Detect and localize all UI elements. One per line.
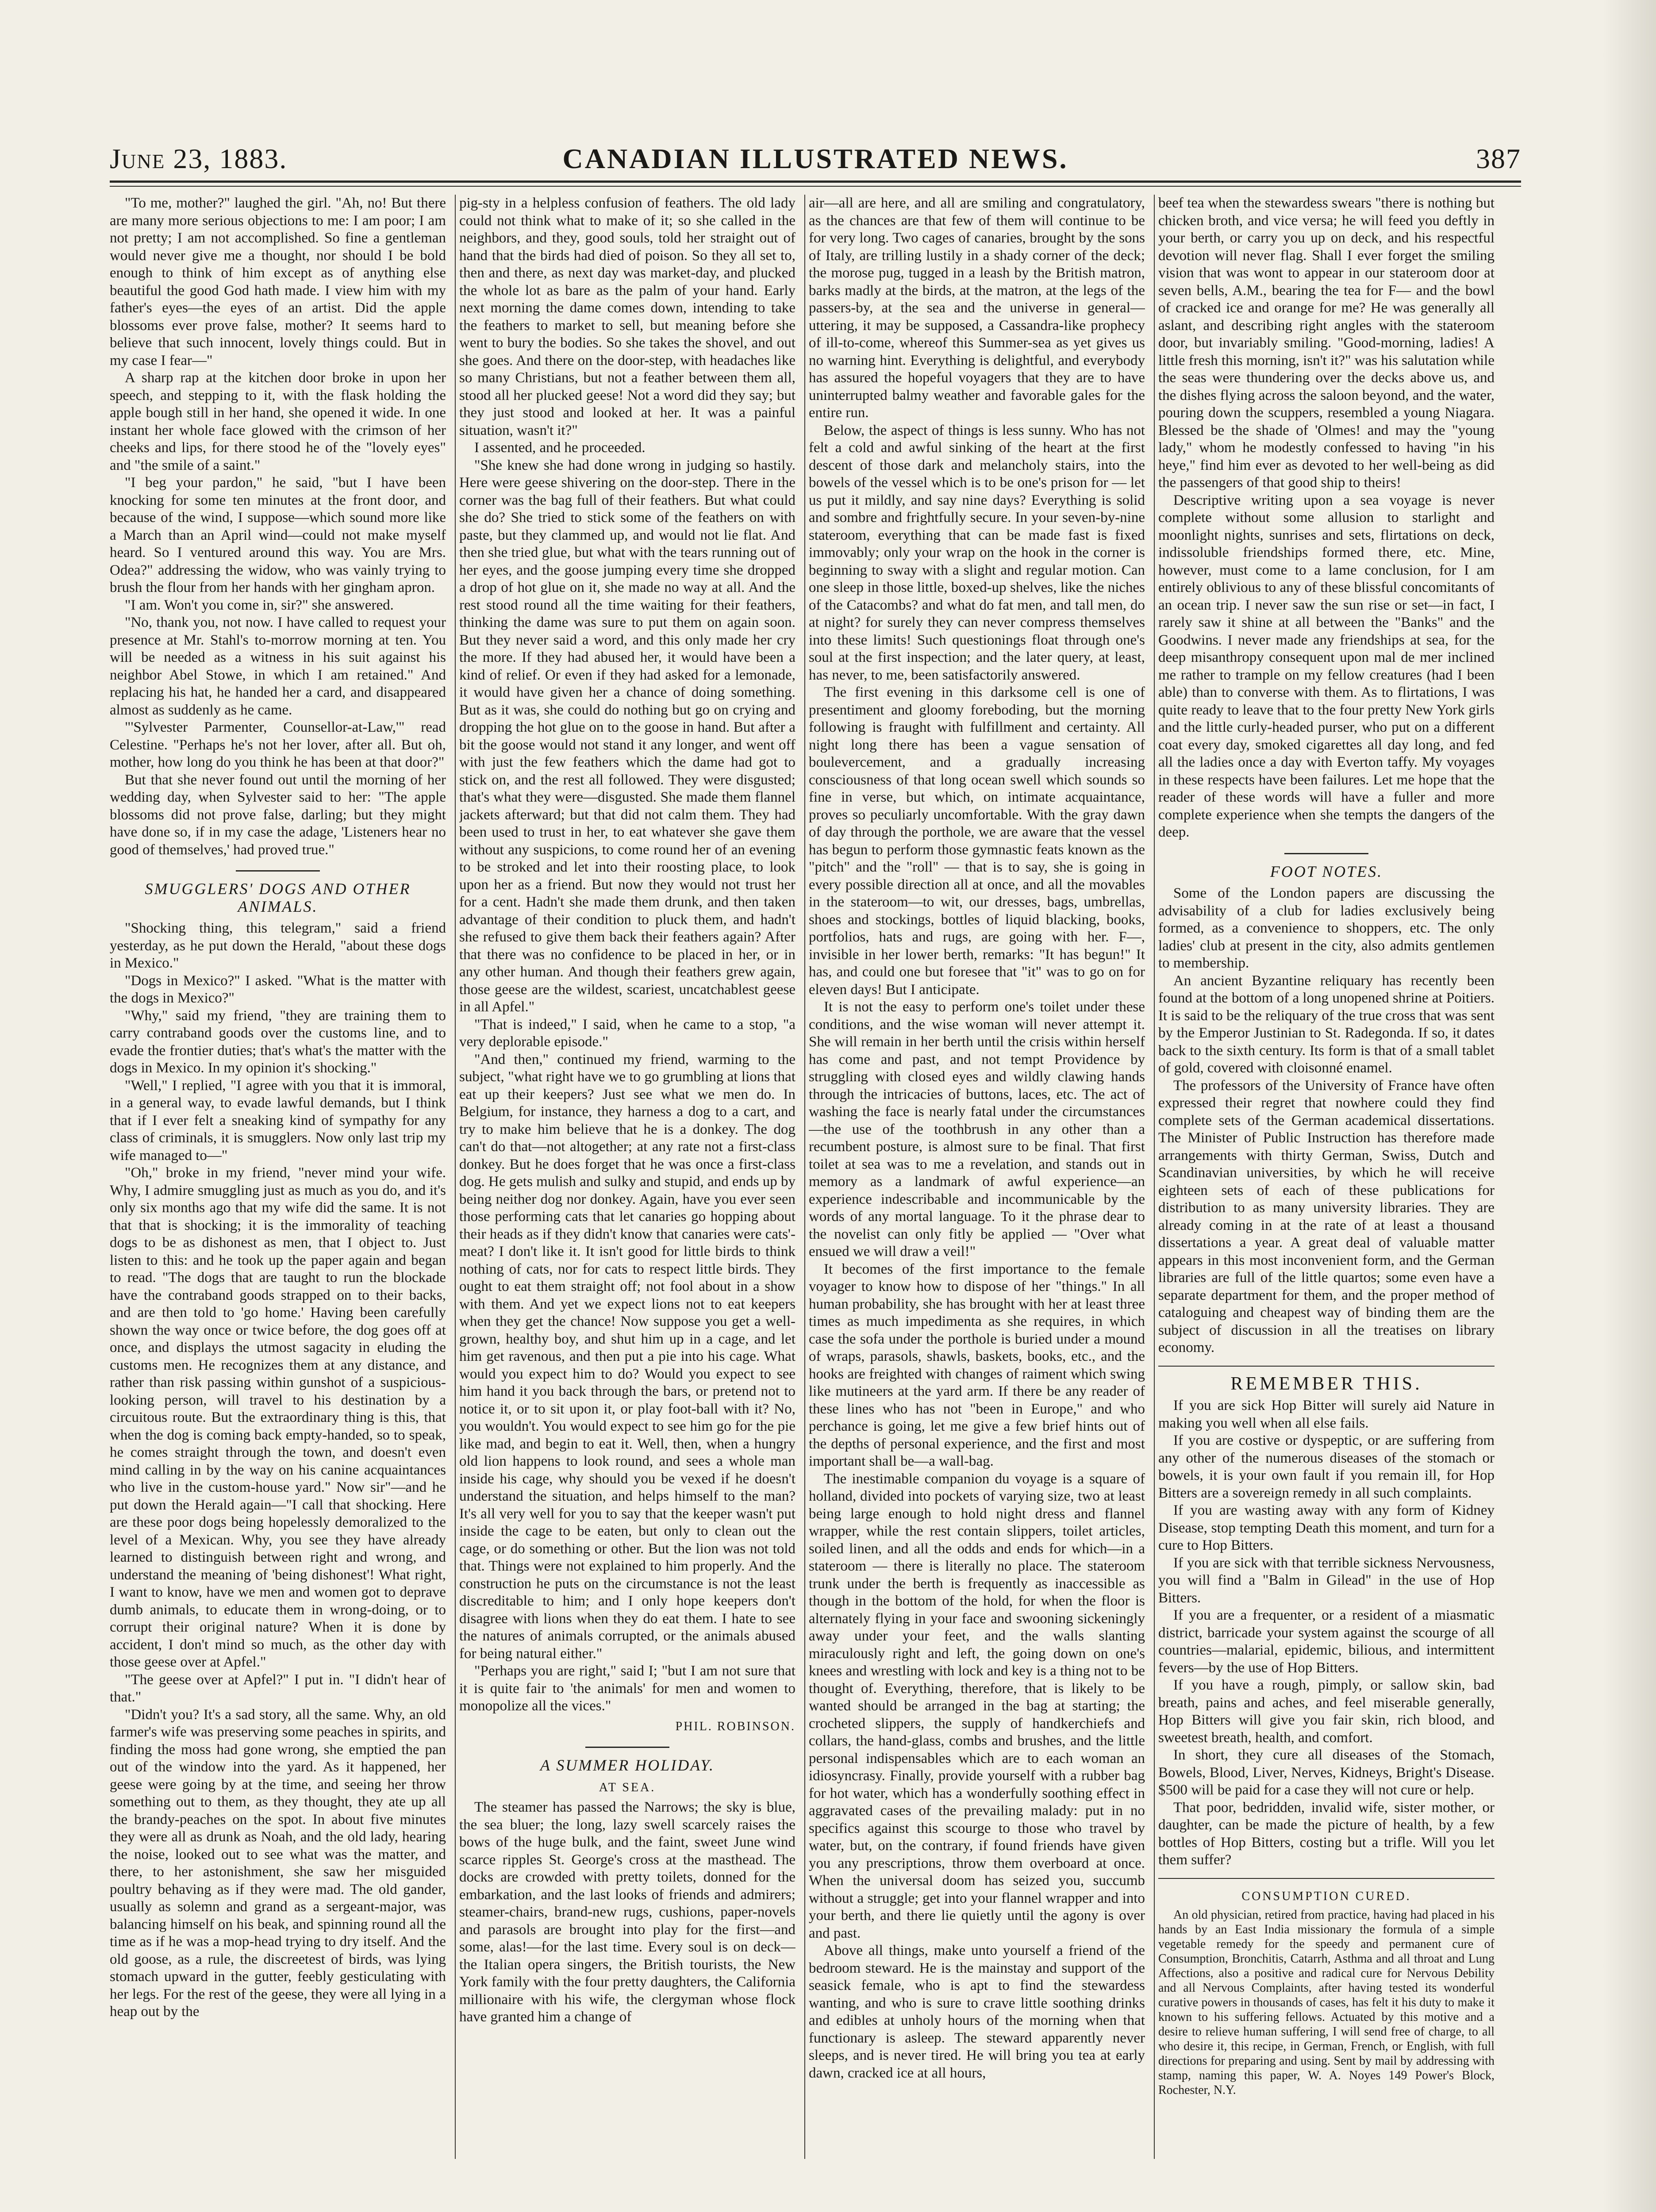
article-paragraph: The inestimable companion du voyage is a square of holland, divided into pockets of varying size, two at least being large enough to hold night dress and flannel wrapper, while the rest contain slippers, toilet articles, soiled linen, and all the odds and ends for which—in a stateroom — there is literally no place. The stateroom trunk under the berth is frequently as inaccessible as though in the bottom of the hold, for when the floor is alternately flying in your face and swooning sickeningly away under your feet, and the walls slanting miraculously right and left, the going down on one's knees and wrestling with lock and key is a thing not to be thought of. Everything, therefore, that is likely to be wanted should be arranged in the bag at starting; the crocheted slippers, the supply of handkerchiefs and collars, the hand-glass, combs and brushes, and the little personal indispensables which are to each woman an idiosyncrasy. Finally, provide yourself with a rubber bag for hot water, which has a wonderfully soothing effect in aggravated cases of the prevailing malady: put in no specifics against this scourge to those who travel by water, but, on the contrary, if found friends have given you any prescriptions, throw them overboard at once. When the universal doom has seized you, succumb without a struggle; get into your flannel wrapper and into your berth, and there lie quietly until the agony is over and past. <box>809 1471 1145 1941</box>
article-title: SMUGGLERS' DOGS AND OTHER ANIMALS. <box>145 880 411 915</box>
article-paragraph: "Dogs in Mexico?" I asked. "What is the matter with the dogs in Mexico?" <box>110 972 446 1006</box>
article-paragraph: It becomes of the first importance to the female voyager to know how to dispose of her "things." In all human probability, she has brought with her at least three times as much impedimenta as she requires, in which case the sofa under the porthole is buried under a mound of wraps, parasols, shawls, baskets, books, etc., and the hooks are freighted with changes of raiment which swing like mutineers at the yard arm. If there be any reader of these lines who has not "been in Europe," and who perchance is going, let me give a few brief hints out of the depths of personal experience, and the first and most important shall be—a wall-bag. <box>809 1261 1145 1469</box>
article-paragraph: "Oh," broke in my friend, "never mind your wife. Why, I admire smuggling just as much as you do, and it's only six months ago that my wife did the same. It is not that that is shocking; it is the immorality of teaching dogs to be as dishonest as men, that I object to. Just listen to this: and he took up the paper again and began to read. "The dogs that are taught to run the blockade have the contraband goods strapped on to their backs, and are then told to 'go home.' Having been carefully shown the way once or twice before, the dog goes off at once, and displays the utmost sagacity in eluding the customs men. He recognizes them at any distance, and rather than risk passing within gunshot of a suspicious-looking person, will travel to his destination by a circuitous route. But the extraordinary thing is this, that when the dog is coming back empty-handed, so to speak, he comes straight through the town, and doesn't even mind calling in by the way on his canine acquaintances who live in the custom-house yard." Now sir"—and he put down the Herald again—"I call that shocking. Here are these poor dogs being hopelessly demoralized to the level of a Mexican. Why, you see they have already learned to distinguish between right and wrong, and understand the meaning of 'being dishonest'! What right, I want to know, have we men and women got to deprave dumb animals, to educate them in wrong-doing, or to corrupt their original nature? When it is done by accident, I don't mind so much, as the other day with those geese over at Apfel." <box>110 1165 446 1670</box>
story-paragraph: "To me, mother?" laughed the girl. "Ah, no! But there are many more serious objections to me: I am poor; I am not pretty; I am not accomplished. So fine a gentleman would never give me a thought, nor should I be bold enough to think of him except as of anything else beautiful the good God hath made. I view him with my father's eyes—the eyes of an artist. Did the apple blossoms ever prove false, mother? It seems hard to believe that such innocent, lovely things could. But in my case I fear—" <box>110 195 446 369</box>
advertisement-paragraph: If you are wasting away with any form of Kidney Disease, stop tempting Death this moment, and turn for a cure to Hop Bitters. <box>1158 1502 1495 1553</box>
article-paragraph: "Well," I replied, "I agree with you that it is immoral, in a general way, to evade lawful demands, but I think that if I ever felt a sneaking kind of sympathy for any class of criminals, it is smugglers. Now only last trip my wife managed to—" <box>110 1077 446 1164</box>
column-rule <box>804 195 805 2159</box>
advertisement-paragraph: If you have a rough, pimply, or sallow skin, bad breath, pains and aches, and feel miserable generally, Hop Bitters will give you fair skin, rich blood, and sweetest breath, health, and comfort. <box>1158 1677 1495 1746</box>
section-divider <box>1158 1366 1495 1367</box>
story-paragraph: "I am. Won't you come in, sir?" she answered. <box>125 597 394 613</box>
advertisement-paragraph: That poor, bedridden, invalid wife, sister mother, or daughter, can be made the picture of health, by a few bottles of Hop Bitters, costing but a trifle. Will you let them suffer? <box>1158 1799 1495 1868</box>
issue-date: June 23, 1883. <box>110 143 288 174</box>
advertisement-paragraph: If you are costive or dyspeptic, or are suffering from any other of the numerous diseases of the stomach or bowels, it is your own fault if you remain ill, for Hop Bitters are a sovereign remedy in all such complaints. <box>1158 1432 1495 1501</box>
article-paragraph: Above all things, make unto yourself a friend of the bedroom steward. He is the mainstay and support of the seasick female, who is apt to find the stewardess wanting, and who is sure to crave little soothing drinks and edibles at unholy hours of the morning when that functionary is asleep. The steward apparently never sleeps, and is never tired. He will bring you tea at early dawn, cracked ice at all hours, <box>809 1943 1145 2081</box>
article-paragraph: It is not the easy to perform one's toilet under these conditions, and the wise woman will never attempt it. She will remain in her berth until the crisis within herself has come and past, and not tempt Providence by struggling with closed eyes and wildly clawing hands through the intricacies of buttons, laces, etc. The act of washing the face is nearly fatal under the circumstances—the use of the toothbrush in any other than a recumbent posture, is almost sure to be final. That first toilet at sea was to me a revelation, and stands out in memory as a landmark of awful experience—an experience indescribable and incommunicable by the words of any mortal language. To it the phrase dear to the novelist can only fitly be applied — "Over what ensued we will draw a veil!" <box>809 999 1145 1260</box>
article-paragraph: "She knew she had done wrong in judging so hastily. Here were geese shivering on the door-step. There in the corner was the bag full of their feathers. But what could she do? She tried to stick some of the feathers on with paste, but they clammed up, and would not lie flat. And then she tried glue, but what with the tears running out of her eyes, and the goose jumping every time she dropped a drop of hot glue on it, she made no way at all. And the rest stood round all the time waiting for their feathers, thinking the dame was sure to put them on again soon. But they never said a word, and this only made her cry the more. If they had abused her, it would have been a kind of relief. Or even if they had asked for a lemonade, it would have given her a chance of doing something. But as it was, she could do nothing but go on crying and dropping the hot glue on to the goose in hand. But after a bit the goose would not stand it any longer, and went off with just the few feathers which the dame had got to stick on, and the rest all followed. They were disgusted; that's what they were—disgusted. She made them flannel jackets afterward; but that did not calm them. They had been used to trust in her, to eat whatever she gave them without any suspicions, to come round her of an evening to be stroked and let into their roosting place, to look upon her as a friend. But now they would not trust her for a cent. Hadn't she made them drunk, and then taken advantage of their condition to pluck them, and hadn't she refused to give them back their feathers again? After that there was no confidence to be placed in her, or in any other human. And though their feathers grew again, those geese are the wildest, scariest, uncatchablest geese in all Apfel." <box>459 457 795 1015</box>
article-subtitle: AT SEA. <box>599 1780 656 1794</box>
article-paragraph: I assented, and he proceeded. <box>474 440 645 456</box>
section-divider <box>236 870 320 872</box>
column-1 <box>110 195 446 2181</box>
section-divider <box>1158 1878 1495 1879</box>
foot-note: The professors of the University of France have often expressed their regret that nowhere could they find complete sets of the German academical dissertations. The Minister of Public Instruction has therefore made arrangements with thirty German, Swiss, Dutch and Scandinavian universities, by which he will receive eighteen sets of each of these publications for distribution to as many university libraries. They are already coming in at the rate of at least a thousand dissertations a year. A great deal of valuable matter appears in this most inconvenient form, and the German libraries are full of the little quartos; some even have a separate department for them, and the proper method of cataloguing and cheapest way of binding them are the subject of discussion in all the treatises on library economy. <box>1158 1077 1495 1356</box>
article-paragraph: "And then," continued my friend, warming to the subject, "what right have we to go grumbling at lions that eat up their keepers? Just see what we men do. In Belgium, for instance, they harness a dog to a cart, and try to make him believe that he is a donkey. The dog can't do that—not altogether; at any rate not a first-class donkey. But he does forget that he was once a first-class dog. He gets mulish and sulky and stupid, and ends up by being neither dog nor donkey. Again, have you ever seen those performing cats that let canaries go hopping about their heads as if they didn't know that canaries were cats'-meat? I don't like it. It isn't good for little birds to think nothing of cats, nor for cats to respect little birds. They ought to eat them straight off; not fool about in a show with them. And yet we expect lions not to eat keepers when they get the chance! Now suppose you get a well-grown, healthy boy, and shut him up in a cage, and let him get ravenous, and then put a pie into his cage. What would you expect him to do? Would you expect to see him hand it you back through the bars, or pretend not to notice it, or to sit upon it, or play foot-ball with it? No, you wouldn't. You would expect to see him go for the pie like mad, and begin to eat it. Well, then, when a hungry old lion happens to look round, and sees a whole man inside his cage, why should you be vexed if he doesn't understand the situation, and helps himself to the man? It's all very well for you to say that the keeper wasn't put inside the cage to be eaten, but only to clean out the cage, or do something or other. But the lion was not told that. Things were not explained to him properly. And the construction he puts on the circumstance is not the least discreditable to him; and I only hope keepers don't disagree with lions when they do eat them. I hate to see the natures of animals corrupted, or the animals abused for being natural either." <box>459 1051 795 1662</box>
page-header <box>110 142 1521 182</box>
column-4 <box>1158 195 1495 2181</box>
article-paragraph: "Why," said my friend, "they are training them to carry contraband goods over the customs line, and to evade the frontier duties; that's what's the matter with the dogs in Mexico. In my opinion it's shocking." <box>110 1007 446 1076</box>
article-paragraph: "Perhaps you are right," said I; "but I am not sure that it is quite fair to 'the animals' for men and women to monopolize all the vices." <box>459 1663 795 1714</box>
header-rule <box>110 180 1521 187</box>
article-paragraph: air—all are here, and all are smiling and congratulatory, as the chances are that few of them will continue to be for very long. Two cages of canaries, brought by the sons of Italy, are trilling lustily in a shady corner of the deck; the morose pug, tugged in a leash by the British matron, barks madly at the birds, at the matron, at the legs of the passers-by, at the sea and the universe in general—uttering, it may be supposed, a Cassandra-like prophecy of ill-to-come, whereof this Summer-sea as yet gives us no warning hint. Everything is delightful, and everybody has assured the hopeful voyagers that they are to have uninterrupted balmy weather and favorable gales for the entire run. <box>809 195 1145 421</box>
story-paragraph: A sharp rap at the kitchen door broke in upon her speech, and stepping to it, with the flask holding the apple bough still in her hand, she opened it wide. In one instant her whole face glowed with the crimson of her cheeks and lips, for there stood he of the "lovely eyes" and "the smile of a saint." <box>110 370 446 473</box>
story-paragraph: "I beg your pardon," he said, "but I have been knocking for some ten minutes at the front door, and because of the wind, I suppose—which sound more like a March than an April wind—could not make myself heard. So I ventured around this way. You are Mrs. Odea?" addressing the widow, who was vainly trying to brush the flour from her hands with her gingham apron. <box>110 475 446 595</box>
foot-notes-title: FOOT NOTES. <box>1270 862 1383 880</box>
advertisement-paragraph: In short, they cure all diseases of the Stomach, Bowels, Blood, Liver, Nerves, Kidneys, Bright's Disease. $500 will be paid for a case they will not cure or help. <box>1158 1747 1495 1798</box>
advertisement-paragraph: If you are sick Hop Bitter will surely aid Nature in making you well when all else fails. <box>1158 1398 1495 1431</box>
column-3 <box>809 195 1145 2181</box>
article-paragraph: Below, the aspect of things is less sunny. Who has not felt a cold and awful sinking of the heart at the first descent of those dark and melancholy stairs, into the bowels of the vessel which is to be one's prison for — let us put it mildly, and say nine days? Everything is solid and sombre and frightfully secure. In your seven-by-nine stateroom, everything that can be made fast is fixed immovably; only your wrap on the hook in the corner is beginning to sway with a slight and regular motion. Can one sleep in those little, boxed-up shelves, like the niches of the Catacombs? and what do fat men, and tall men, do at night? for surely they can never compress themselves into these limits! Such questionings float through one's soul at the first inspection; and the later query, at least, has never, to me, been satisfactorily answered. <box>809 422 1145 683</box>
article-paragraph: "Didn't you? It's a sad story, all the same. Why, an old farmer's wife was preserving some peaches in spirits, and finding the moss had gone wrong, she emptied the pan out of the window into the yard. As it happened, her geese were going by at the time, and seeing her throw something out to them, as they thought, they ate up all the brandy-peaches on the spot. In about five minutes they were all as drunk as Noah, and the old lady, hearing the noise, looked out to see what was the matter, and there, to her astonishment, she saw her misguided poultry behaving as if they were mad. The old gander, usually as solemn and grand as a sergeant-major, was balancing himself on his beak, and spinning round all the time as if he was a mop-head trying to dry itself. And the old goose, as a rule, the discreetest of birds, was lying stomach upward in the gutter, feebly gesticulating with her legs. For the rest of the geese, they were all lying in a heap out by the <box>110 1706 446 2020</box>
column-rule <box>1154 195 1155 2159</box>
advertisement-title: REMEMBER THIS. <box>1230 1373 1422 1394</box>
section-divider <box>1284 853 1368 854</box>
foot-note: An ancient Byzantine reliquary has recently been found at the bottom of a long unopened shrine at Poitiers. It is said to be the reliquary of the true cross that was sent by the Emperor Justinian to St. Radegonda. If so, it dates back to the sixth century. Its form is that of a small tablet of gold, covered with cloisonné enamel. <box>1158 972 1495 1076</box>
advertisement-title: CONSUMPTION CURED. <box>1241 1889 1411 1903</box>
story-paragraph: But that she never found out until the morning of her wedding day, when Sylvester said to her: "The apple blossoms did not prove false, darling; but they might have done so, if in my case the adage, 'Listeners hear no good of themselves,' had proved true." <box>110 772 446 858</box>
page-number: 387 <box>1476 143 1521 174</box>
paper-edge-shading <box>1603 0 1656 2212</box>
article-paragraph: "That is indeed," I said, when he came to a stop, "a very deplorable episode." <box>459 1016 795 1050</box>
column-rule <box>455 195 456 2159</box>
advertisement-paragraph: If you are a frequenter, or a resident of a miasmatic district, barricade your system against the scourge of all countries—malarial, epidemic, bilious, and intermittent fevers—by the use of Hop Bitters. <box>1158 1607 1495 1676</box>
article-paragraph: "The geese over at Apfel?" I put in. "I didn't hear of that." <box>110 1671 446 1705</box>
story-paragraph: "'Sylvester Parmenter, Counsellor-at-Law,'" read Celestine. "Perhaps he's not her lover, after all. But oh, mother, how long do you think he has been at that door?" <box>110 719 446 770</box>
story-paragraph: "No, thank you, not now. I have called to request your presence at Mr. Stahl's to-morrow morning at ten. You will be needed as a witness in his suit against his neighbor Abel Stowe, in which I am retained." And replacing his hat, he handed her a card, and disappeared almost as suddenly as he came. <box>110 614 446 718</box>
section-divider <box>585 1747 669 1748</box>
advertisement-paragraph: An old physician, retired from practice, having had placed in his hands by an East India missionary the formula of a simple vegetable remedy for the speedy and permanent cure of Consumption, Bronchitis, Catarrh, Asthma and all throat and Lung Affections, also a positive and radical cure for Nervous Debility and all Nervous Complaints, after having tested its wonderful curative powers in thousands of cases, has felt it his duty to make it known to his suffering fellows. Actuated by this motive and a desire to relieve human suffering, I will send free of charge, to all who desire it, this recipe, in German, French, or English, with full directions for preparing and using. Sent by mail by addressing with stamp, naming this paper, W. A. Noyes 149 Power's Block, Rochester, N.Y. <box>1158 1908 1495 2097</box>
article-title: A SUMMER HOLIDAY. <box>540 1756 715 1774</box>
article-paragraph: "Shocking thing, this telegram," said a friend yesterday, as he put down the Herald, "about these dogs in Mexico." <box>110 920 446 971</box>
advertisement-paragraph: If you are sick with that terrible sickness Nervousness, you will find a "Balm in Gilead" in the use of Hop Bitters. <box>1158 1555 1495 1606</box>
article-paragraph: The first evening in this darksome cell is one of presentiment and gloomy foreboding, but the morning following is fraught with fulfillment and certainty. All night long there has been a vague sensation of boulevercement, and a gradually increasing consciousness of that long ocean swell which sounds so fine in verse, but which, on intimate acquaintance, proves so peculiarly uncomfortable. With the gray dawn of day through the porthole, we are aware that the vessel has begun to perform those gymnastic feats known as the "pitch" and the "roll" — that is to say, she is going in every possible direction all at once, and all the movables in the stateroom—to wit, our dresses, bags, umbrellas, shoes and stockings, bottles of liquid blacking, books, portfolios, hats and rugs, are going with her. F—, invisible in her lower berth, remarks: "It has begun!" It has, and could one but foresee that "it" was to go on for eleven days! But I anticipate. <box>809 684 1145 998</box>
article-paragraph: beef tea when the stewardess swears "there is nothing but chicken broth, and vice versa; he will feed you deftly in your berth, or carry you up on deck, and his respectful devotion will never flag. Shall I ever forget the smiling vision that was wont to appear in our stateroom door at seven bells, A.M., bearing the tea for F— and the bowl of cracked ice and orange for me? He was generally all aslant, and describing right angles with the stateroom door, but invariably smiling. "Good-morning, ladies! A little fresh this morning, isn't it?" was his salutation while the seas were thundering over the decks above us, and the dishes flying across the saloon beyond, and the water, pouring down the scuppers, resembled a young Niagara. Blessed be the shade of 'Olmes! and may the "young lady," whom he modestly confessed to having "in his heye," find him ever as devoted to her well-being as did the passengers of that good ship to theirs! <box>1158 195 1495 491</box>
article-paragraph: The steamer has passed the Narrows; the sky is blue, the sea bluer; the long, lazy swell scarcely raises the bows of the huge bulk, and the faint, sweet June wind scarce ripples St. George's cross at the masthead. The docks are crowded with pretty toilets, donned for the embarkation, and the last looks of friends and admirers; steamer-chairs, brand-new rugs, cushions, paper-novels and parasols are brought into play for the first—and some, alas!—for the last time. Every soul is on deck—the Italian opera singers, the British tourists, the New York family with the four pretty daughters, the California millionaire with his wife, the clergyman whose flock have granted him a change of <box>459 1799 795 2025</box>
foot-note: Some of the London papers are discussing the advisability of a club for ladies exclusively being formed, as a convenience to shoppers, etc. The only ladies' club at present in the city, also admits gentlemen to membership. <box>1158 885 1495 971</box>
article-paragraph: pig-sty in a helpless confusion of feathers. The old lady could not think what to make of it; so she called in the neighbors, and they, good souls, told her straight out of hand that the birds had died of poison. So they all set to, then and there, as next day was market-day, and plucked the whole lot as bare as the palm of your hand. Early next morning the dame comes down, intending to take the feathers to market to sell, but meaning before she went to bury the bodies. So she takes the shovel, and out she goes. And there on the door-step, with headaches like so many Christians, but not a feather between them all, stood all her plucked geese! Not a word did they say; but they just stood and looked at her. It was a painful situation, wasn't it?" <box>459 195 795 438</box>
author-signature: PHIL. ROBINSON. <box>675 1719 795 1733</box>
publication-title: CANADIAN ILLUSTRATED NEWS. <box>562 143 1068 174</box>
column-2 <box>459 195 795 2181</box>
article-paragraph: Descriptive writing upon a sea voyage is never complete without some allusion to starlight and moonlight nights, sunrises and sets, flirtations on deck, indissoluble friendships formed there, etc. Mine, however, must come to a lame conclusion, for I am entirely oblivious to any of these blissful concomitants of an ocean trip. I never saw the sun rise or set—in fact, I rarely saw it shine at all between the "Banks" and the Goodwins. I never made any friendships at sea, for the deep misanthropy consequent upon mal de mer inclined me rather to trample on my fellow creatures (had I been able) than to converse with them. As to flirtations, I was quite ready to leave that to the four pretty New York girls and the little curly-headed purser, who put on a different coat every day, smoked cigarettes all day long, and fed all the ladies once a day with Everton taffy. My voyages in these respects have been failures. Let me hope that the reader of these words will have a fuller and more complete experience when she tempts the dangers of the deep. <box>1158 492 1495 840</box>
